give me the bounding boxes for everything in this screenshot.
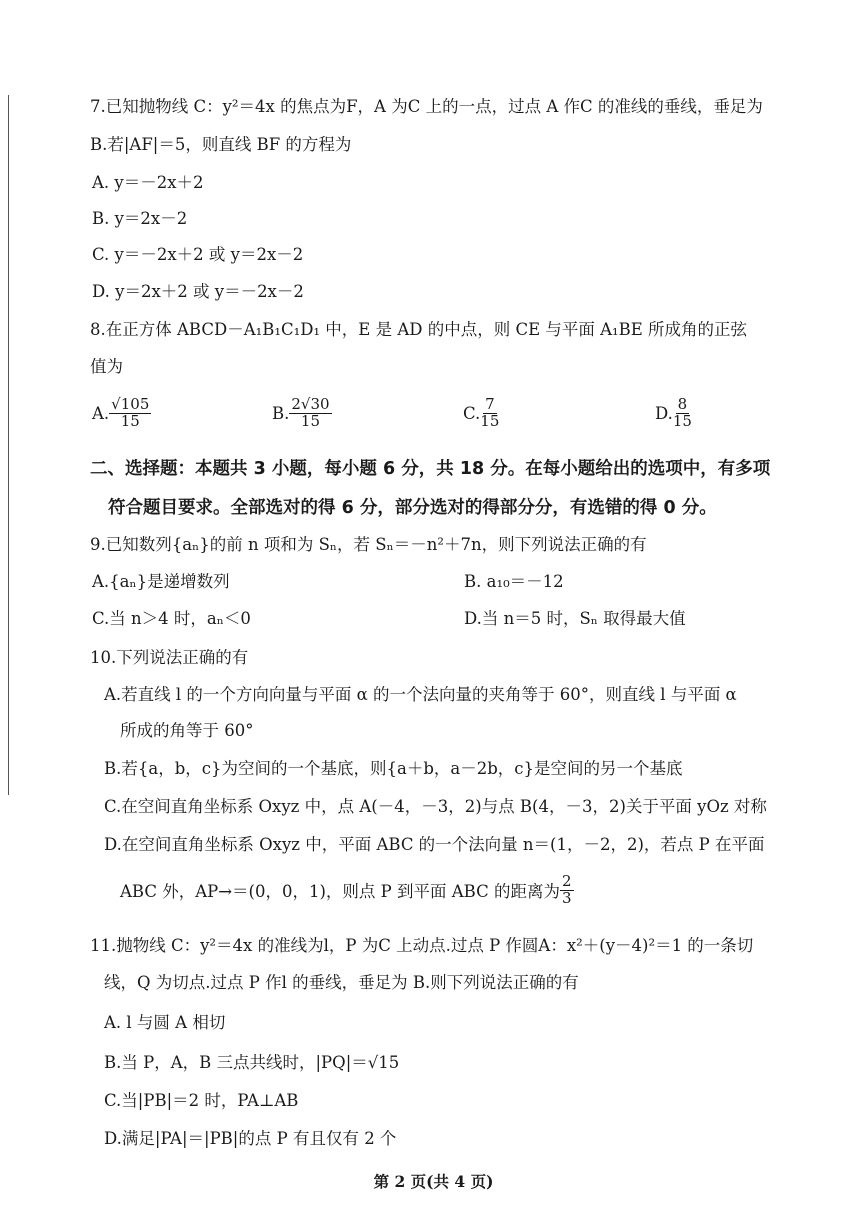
q10-option-d-fraction [560, 874, 574, 907]
q8-option-d [655, 397, 692, 430]
q7-option-c: C. y＝－2x＋2 或 y＝2x－2 [92, 245, 304, 264]
section2-heading-line2: 符合题目要求。全部选对的得 6 分，部分选对的得部分分，有选错的得 0 分。 [108, 498, 717, 518]
q11-option-c: C.当|PB|＝2 时，PA⊥AB [104, 1091, 299, 1110]
q8-option-c-denominator: 15 [480, 411, 500, 430]
q8-option-a-denominator: 15 [120, 411, 140, 430]
section2-heading-line1: 二、选择题：本题共 3 小题，每小题 6 分，共 18 分。在每小题给出的选项中，有多项 [90, 459, 771, 479]
q10-option-d-numerator: 2 [561, 872, 572, 890]
q8-option-c [463, 397, 499, 430]
q7-stem-line2: B.若|AF|＝5，则直线 BF 的方程为 [90, 135, 352, 154]
q8-option-b [272, 397, 332, 430]
q11-stem-line2: 线，Q 为切点.过点 P 作l 的垂线，垂足为 B.则下列说法正确的有 [104, 973, 579, 992]
q9-stem: 9.已知数列{aₙ}的前 n 项和为 Sₙ，若 Sₙ＝－n²＋7n，则下列说法正确的有 [90, 535, 647, 554]
q8-option-b-fraction [289, 397, 331, 430]
q8-option-c-label: C. [463, 403, 481, 423]
q8-option-d-numerator: 8 [677, 395, 688, 413]
q8-option-d-denominator: 15 [672, 411, 692, 430]
q10-option-b: B.若{a，b，c}为空间的一个基底，则{a＋b，a－2b，c}是空间的另一个基底 [104, 759, 683, 778]
q10-option-a-line2: 所成的角等于 60° [120, 721, 254, 740]
page-footer: 第 2 页(共 4 页) [373, 1172, 494, 1191]
q10-stem: 10.下列说法正确的有 [90, 648, 249, 667]
q7-option-d: D. y＝2x＋2 或 y＝－2x－2 [92, 282, 304, 301]
q8-option-b-label: B. [272, 403, 290, 423]
q8-option-a-label: A. [92, 403, 110, 423]
q9-option-c: C.当 n＞4 时，aₙ＜0 [92, 609, 251, 628]
q10-option-d-denominator: 3 [561, 888, 572, 907]
q9-option-b: B. a₁₀＝－12 [464, 572, 564, 591]
q11-option-d: D.满足|PA|＝|PB|的点 P 有且仅有 2 个 [104, 1129, 397, 1148]
q8-option-c-numerator: 7 [485, 395, 495, 413]
q11-option-b: B.当 P，A，B 三点共线时，|PQ|＝√15 [104, 1053, 400, 1072]
q10-option-d-line1: D.在空间直角坐标系 Oxyz 中，平面 ABC 的一个法向量 n＝(1，－2，2)，若点 P 在平面 [104, 835, 765, 854]
q10-option-d-line2 [120, 874, 574, 907]
q7-option-a: A. y＝－2x＋2 [92, 173, 204, 192]
q8-option-d-fraction [673, 397, 692, 430]
q8-option-d-label: D. [655, 403, 673, 423]
q8-option-c-fraction [480, 397, 499, 430]
q8-stem-line1: 8.在正方体 ABCD－A₁B₁C₁D₁ 中，E 是 AD 的中点，则 CE 与平面 A₁BE 所成角的正弦 [90, 320, 748, 339]
q7-stem-line1: 7.已知抛物线 C：y²＝4x 的焦点为F，A 为C 上的一点，过点 A 作C 的准线的垂线，垂足为 [90, 97, 763, 116]
q10-option-d-line2-text: ABC 外，AP→＝(0，0，1)，则点 P 到平面 ABC 的距离为 [120, 882, 560, 902]
q11-option-a: A. l 与圆 A 相切 [104, 1013, 226, 1032]
q8-stem-line2: 值为 [90, 357, 123, 376]
q8-option-a-fraction [109, 397, 151, 430]
q8-option-b-denominator: 15 [300, 411, 321, 430]
q9-option-a: A.{aₙ}是递增数列 [92, 572, 230, 591]
q8-option-b-numerator: 2√30 [291, 395, 330, 413]
q7-option-b: B. y＝2x－2 [92, 209, 188, 228]
q11-stem-line1: 11.抛物线 C：y²＝4x 的准线为l，P 为C 上动点.过点 P 作圆A：x²＋(y－4)²＝1 的一条切 [90, 936, 754, 955]
q8-option-a [92, 397, 151, 430]
q10-option-c: C.在空间直角坐标系 Oxyz 中，点 A(－4，－3，2)与点 B(4，－3，2)关于平面 yOz 对称 [104, 797, 767, 816]
q10-option-a-line1: A.若直线 l 的一个方向向量与平面 α 的一个法向量的夹角等于 60°，则直线 l 与平面 α [104, 685, 737, 704]
q9-option-d: D.当 n＝5 时，Sₙ 取得最大值 [464, 609, 686, 628]
q8-option-a-numerator: √105 [111, 395, 150, 413]
